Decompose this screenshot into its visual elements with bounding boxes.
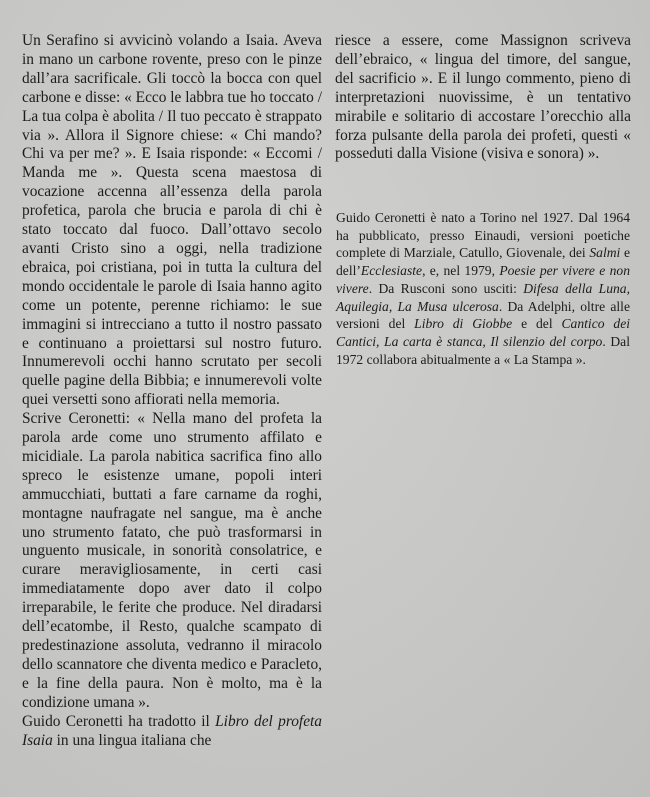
title: Libro di Giobbe	[414, 316, 513, 332]
text: in una lingua italiana che	[52, 731, 212, 749]
text: e del	[512, 316, 562, 332]
title: Ecclesiaste	[360, 263, 423, 279]
text: , e, nel 1979,	[422, 263, 500, 279]
text: . Dal 1972 collabora abitualmente a « La Stampa ».	[336, 333, 630, 367]
bio-paragraph	[336, 209, 630, 368]
title: Cantico dei Cantici, La carta è stanca, Il silenzio del corpo	[336, 316, 631, 349]
author-bio	[336, 209, 630, 368]
title: Salmi	[589, 245, 621, 261]
paragraph-translation	[22, 713, 322, 751]
left-column	[22, 32, 322, 750]
book-title: Libro del profeta Isaia	[22, 712, 323, 749]
text: e dell’	[336, 245, 631, 279]
title: Difesa della Luna, Aquilegia, La Musa ulcerosa	[336, 280, 630, 314]
right-column	[335, 32, 631, 164]
text: Guido Ceronetti è nato a Torino nel 1927. Dal 1964 ha pubblicato, presso Einaudi, versioni poetiche complete di Marziale, Catullo, Giovenale, dei	[336, 210, 630, 261]
text: . Da Adelphi, oltre alle versioni del	[336, 298, 630, 332]
text: . Da Rusconi sono usciti:	[368, 280, 524, 296]
text: Guido Ceronetti ha tradotto il	[22, 712, 216, 730]
paragraph-continuation: riesce a essere, come Massignon scriveva dell’ebraico, « lingua del timore, del sangue, del sacrificio ». E il lungo commento, pieno di interpretazioni nuovissime, è un tentativo mirabile e solitario di accostare l’orecchio alla forza pulsante della parola dei profeti, questi « posseduti dalla Visione (visiva e sonora) ».	[335, 32, 631, 163]
paragraph-vocation: Un Serafino si avvicinò volando a Isaia. Aveva in mano un carbone rovente, preso con le pinze dall’ara sacrificale. Gli toccò la bocca con quel carbone e disse: « Ecco le labbra tue ho toccato / La tua colpa è abolita / Il tuo peccato è strappato via ». Allora il Signore chiese: « Chi mando? Chi va per me? ». E Isaia risponde: « Eccomi / Manda me ». Questa scena maestosa di vocazione accenna all’essenza della parola profetica, parola che brucia e parola di chi è stato toccato dal fuoco. Dall’ottavo secolo avanti Cristo sino a oggi, nella tradizione ebraica, poi cristiana, poi in tutta la cultura del mondo occidentale le parole di Isaia hanno agito come un potente, perenne richiamo: le sue immagini si intrecciano a tutto il nostro passato e continuano a proiettarsi sul nostro futuro. Innumerevoli occhi hanno scrutato per secoli quelle pagine della Bibbia; e innumerevoli volte quei versetti sono affiorati nella memoria.	[22, 32, 322, 409]
title: Poesie per vivere e non vivere	[336, 263, 630, 296]
paragraph-quote: Scrive Ceronetti: « Nella mano del profeta la parola arde come uno strumento affilato e micidiale. La parola nabitica sacrifica fino allo spreco le esistenze umane, popoli interi ammucchiati, buttati a fare carname da roghi, montagne naufragate nel sangue, ma è anche uno strumento fatato, che può trasformarsi in unguento musicale, in sonorità consolatrice, e curare meravigliosamente, in certi casi immediatamente dopo aver dato il colpo irreparabile, le ferite che produce. Nel diradarsi dell’ecatombe, il Resto, qualche scampato di predestinazione assoluta, vedranno il miracolo dello scannatore che diventa medico e Paracleto, e la fine della paura. Non è molto, ma è la condizione umana ».	[22, 410, 322, 711]
